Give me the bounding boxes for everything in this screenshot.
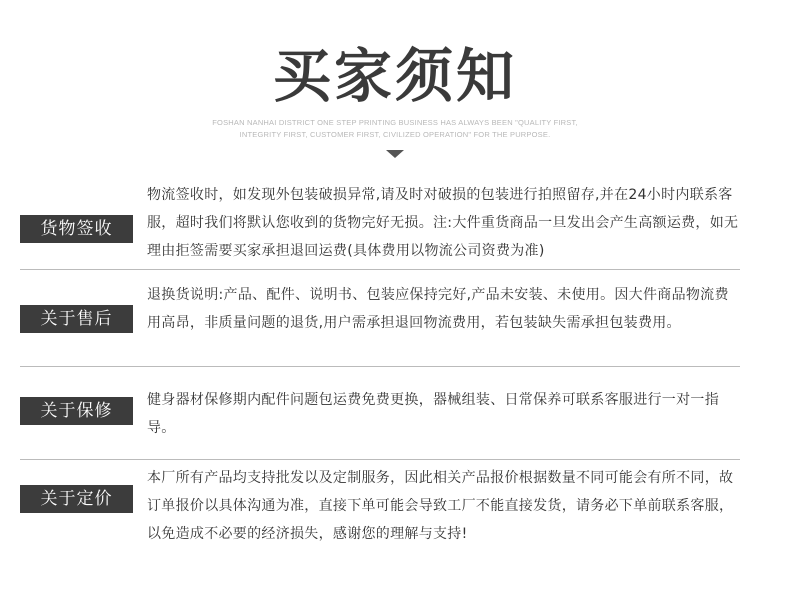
section-text: 健身器材保修期内配件问题包运费免费更换，器械组装、日常保养可联系客服进行一对一指导。 (147, 392, 719, 436)
section-label: 货物签收 (20, 215, 133, 243)
page-subtitle (150, 117, 640, 141)
section-text: 本厂所有产品均支持批发以及定制服务，因此相关产品报价根据数量不同可能会有所不同，故订单报价以具体沟通为准，直接下单可能会导致工厂不能直接发货，请务必下单前联系客服，以免造成不必要的经济损失，感谢您的理解与支持! (147, 470, 734, 542)
page-title: 买家须知 (272, 42, 517, 110)
section-text: 退换货说明:产品、配件、说明书、包装应保持完好,产品未安装、未使用。因大件商品物流费用高昂，非质量问题的退货,用户需承担退回物流费用，若包装缺失需承担包装费用。 (147, 287, 729, 331)
section-label: 关于保修 (20, 397, 133, 425)
down-triangle-icon (386, 150, 404, 158)
section-text: 物流签收时，如发现外包装破损异常,请及时对破损的包装进行拍照留存,并在24小时内联系客服，超时我们将默认您收到的货物完好无损。注:大件重货商品一旦发出会产生高额运费，如无理由拒签需要买家承担退回运费(具体费用以物流公司资费为准) (147, 187, 739, 259)
subtitle-line-1: FOSHAN NANHAI DISTRICT ONE STEP PRINTING BUSINESS HAS ALWAYS BEEN "QUALITY FIRST, (212, 118, 578, 127)
section-label: 关于售后 (20, 305, 133, 333)
divider (20, 459, 740, 460)
subtitle-line-2: INTEGRITY FIRST, CUSTOMER FIRST, CIVILIZED OPERATION" FOR THE PURPOSE. (239, 130, 551, 139)
divider (20, 366, 740, 367)
section-label: 关于定价 (20, 485, 133, 513)
divider (20, 269, 740, 270)
